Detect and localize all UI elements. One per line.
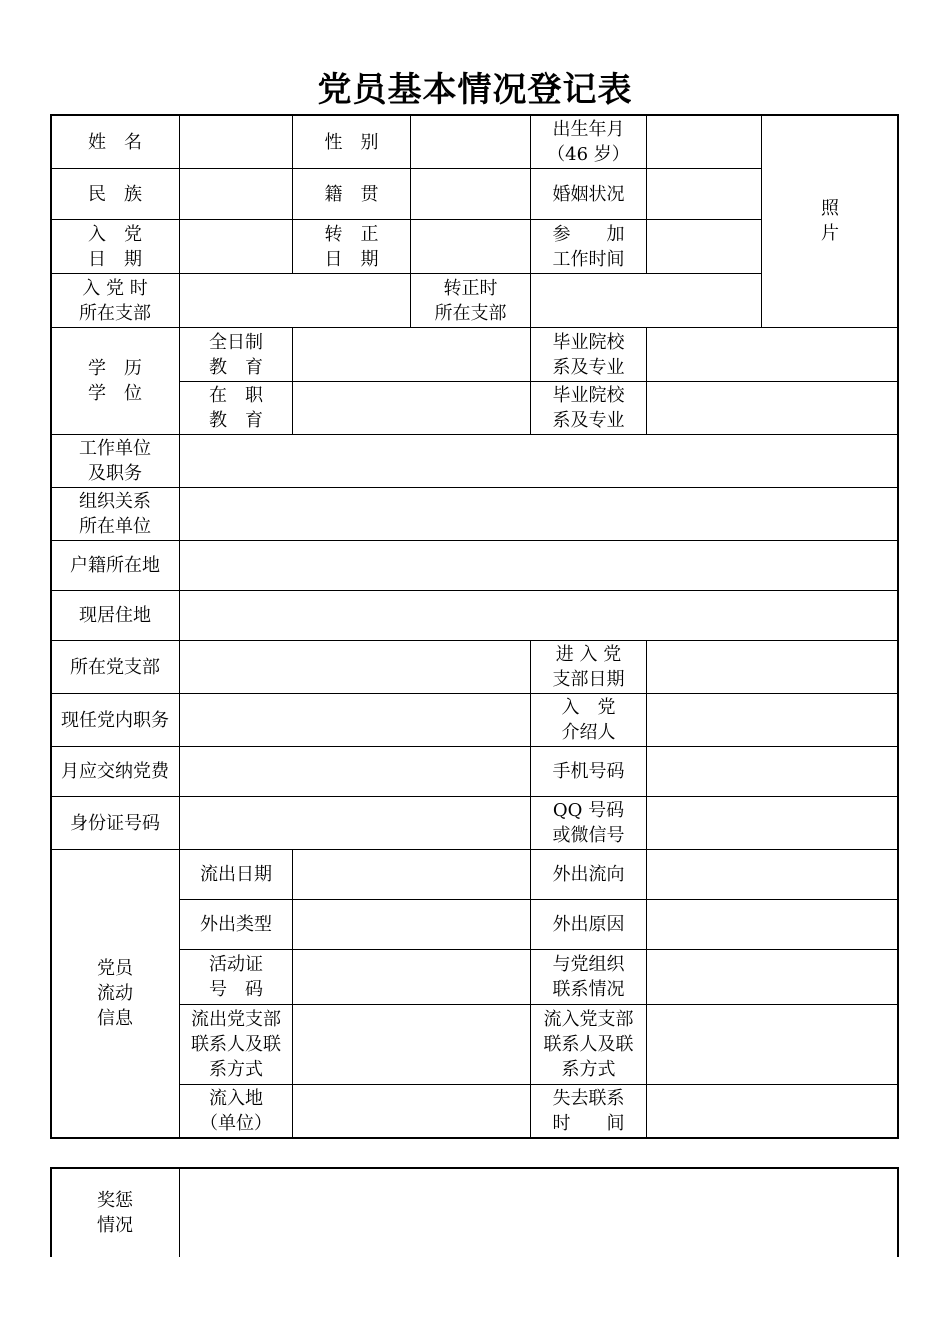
out-type-label: 外出类型 [200,914,272,935]
in-branch-contact-label: 流入党支部 联系人及联 系方式 [543,1009,634,1080]
name-label: 姓 名 [88,131,142,153]
id-number-field[interactable] [180,797,530,849]
formal-date-label: 转 正 日 期 [324,223,379,270]
out-type-field[interactable] [293,900,530,949]
formal-branch-field[interactable] [531,274,761,327]
school-major-label-2: 毕业院校 系及专业 [552,385,625,431]
join-date-field[interactable] [180,220,292,273]
contact-status-label: 与党组织 联系情况 [552,954,625,1000]
inservice-education-field[interactable] [293,382,530,434]
work-start-label: 参 加 工作时间 [552,223,625,270]
school-major-label-1: 毕业院校 系及专业 [552,331,625,378]
mobile-field[interactable] [647,747,898,796]
name-field[interactable] [180,116,292,168]
party-position-label: 现任党内职务 [61,709,169,731]
join-branch-label: 入 党 时 所在支部 [79,277,151,324]
out-date-field[interactable] [293,850,530,899]
out-reason-label: 外出原因 [552,914,625,935]
work-unit-label: 工作单位 及职务 [79,438,151,484]
ethnicity-label: 民 族 [88,183,142,205]
branch-field[interactable] [180,641,530,693]
out-reason-field[interactable] [647,900,898,949]
enter-branch-date-field[interactable] [647,641,898,693]
introducer-label: 入 党 介绍人 [561,697,616,743]
gender-label: 性 别 [324,131,379,153]
ethnicity-field[interactable] [180,169,292,219]
join-branch-field[interactable] [180,274,410,327]
native-place-label: 籍 贯 [324,183,379,205]
form-title: 党员基本情况登记表 [317,70,633,110]
contact-status-field[interactable] [647,950,898,1004]
activity-cert-field[interactable] [293,950,530,1004]
id-number-label: 身份证号码 [70,812,160,834]
lost-contact-time-label: 失去联系 时 间 [552,1088,625,1134]
hukou-label: 户籍所在地 [70,555,160,576]
photo-label: 照 片 [821,198,839,244]
work-start-field[interactable] [647,220,761,273]
fulltime-education-field[interactable] [293,328,530,381]
introducer-field[interactable] [647,694,898,746]
marital-status-field[interactable] [647,169,761,219]
birth-field[interactable] [647,116,761,168]
qq-wechat-label: QQ 号码 或微信号 [552,800,625,846]
dues-field[interactable] [180,747,530,796]
org-unit-label: 组织关系 所在单位 [79,491,151,537]
mobile-label: 手机号码 [552,761,625,782]
branch-label: 所在党支部 [70,656,160,678]
enter-branch-date-label: 进 入 党 支部日期 [552,644,625,690]
out-direction-label: 外出流向 [552,864,625,885]
join-date-label: 入 党 日 期 [88,223,142,270]
school-major-field-1[interactable] [647,328,898,381]
formal-date-field[interactable] [411,220,530,273]
formal-branch-label: 转正时 所在支部 [434,277,507,324]
inflow-place-field[interactable] [293,1085,530,1137]
org-unit-field[interactable] [180,488,898,540]
school-major-field-2[interactable] [647,382,898,434]
hukou-field[interactable] [180,541,898,590]
dues-label: 月应交纳党费 [61,761,169,782]
rewards-label: 奖惩 情况 [97,1190,133,1236]
mobility-info-label: 党员 流动 信息 [97,958,133,1029]
activity-cert-label: 活动证 号 码 [209,954,263,1000]
out-direction-field[interactable] [647,850,898,899]
out-branch-contact-label: 流出党支部 联系人及联 系方式 [191,1009,281,1080]
education-label: 学 历 学 位 [88,358,142,404]
work-unit-field[interactable] [180,435,898,487]
birth-label: 出生年月 （46 岁） [547,119,630,165]
party-position-field[interactable] [180,694,530,746]
qq-wechat-field[interactable] [647,797,898,849]
marital-status-label: 婚姻状况 [552,183,625,205]
native-place-field[interactable] [411,169,530,219]
rewards-field[interactable] [180,1169,898,1257]
in-branch-contact-field[interactable] [647,1005,898,1084]
out-date-label: 流出日期 [200,864,272,885]
residence-label: 现居住地 [79,605,151,626]
inservice-education-label: 在 职 教 育 [209,385,263,431]
inflow-place-label: 流入地 （单位） [200,1088,272,1134]
residence-field[interactable] [180,591,898,640]
gender-field[interactable] [411,116,530,168]
lost-contact-time-field[interactable] [647,1085,898,1137]
fulltime-education-label: 全日制 教 育 [209,331,263,378]
out-branch-contact-field[interactable] [293,1005,530,1084]
